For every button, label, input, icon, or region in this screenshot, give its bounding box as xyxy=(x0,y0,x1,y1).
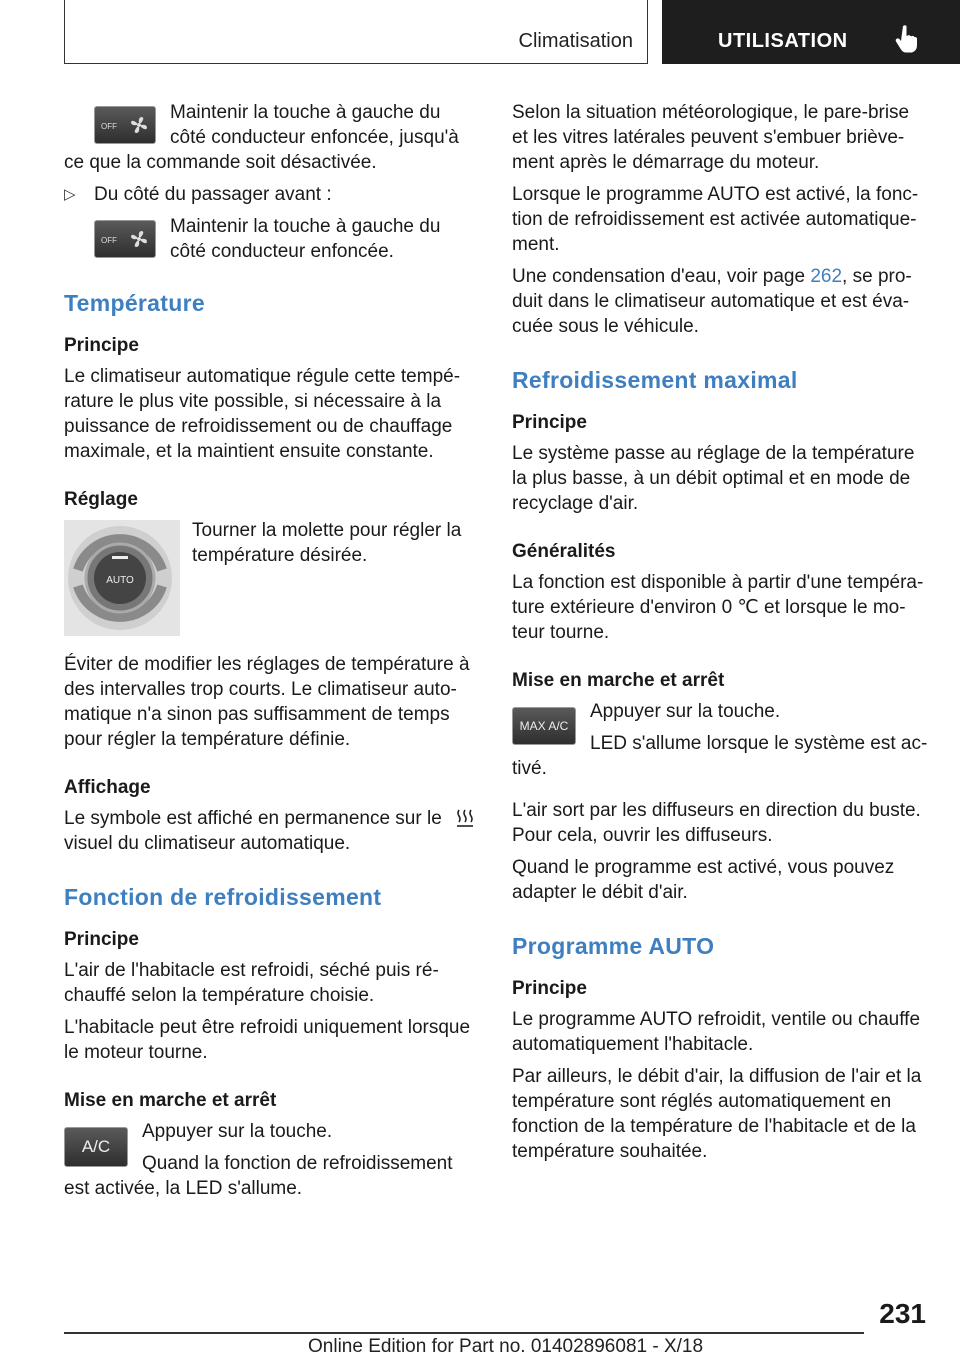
off-key-image-2 xyxy=(94,220,156,258)
heat-wave-icon xyxy=(456,808,474,835)
right-paragraph-1: Selon la situation météorologique, le pare-brise et les vitres latérales peuvent s'embuer briève‐ment après le démarrage du moteur. xyxy=(512,102,910,173)
bullet-triangle-icon: ▷ xyxy=(64,186,76,203)
off-key-label-2: OFF xyxy=(101,236,117,245)
hand-pointer-icon xyxy=(894,24,922,60)
heading-programme-auto: Programme AUTO xyxy=(512,933,715,959)
ac-key-label: A/C xyxy=(81,1137,111,1156)
eviter-text: Éviter de modifier les réglages de température à des intervalles trop courts. Le climatiseur auto‐matique n'a sinon pas suffisamment de temps pour régler la température définie. xyxy=(64,654,470,750)
header-chapter-tab xyxy=(662,0,960,64)
maxi-principe-text: Le système passe au réglage de la température la plus basse, à un débit optimal et en mode de recyclage d'air. xyxy=(512,443,915,514)
header-section-box xyxy=(64,0,648,64)
maxi-text-d: Quand le programme est activé, vous pouvez adapter le débit d'air. xyxy=(512,857,895,903)
fan-icon xyxy=(129,115,149,135)
off-key-label: OFF xyxy=(101,122,117,131)
refroid-text-4: Quand la fonction de refroidissement est activée, la LED s'allume. xyxy=(64,1153,453,1199)
knob-auto-label: AUTO xyxy=(106,575,134,586)
page-link-262[interactable]: 262 xyxy=(810,266,843,287)
auto-text-1: Le programme AUTO refroidit, ventile ou chauffe automatiquement l'habitacle. xyxy=(512,1009,921,1055)
temp-principe-text: Le climatiseur automatique régule cette tempé‐rature le plus vite possible, si nécessaire à la puissance de refroidissement ou de chauffage maximale, et la maintient ensuite constante. xyxy=(64,366,461,462)
auto-text-2: Par ailleurs, le débit d'air, la diffusion de l'air et la température sont réglés automatiquement en fonction de la température de l'habitacle et de la température souhaitée. xyxy=(512,1066,922,1162)
maxi-text-c: L'air sort par les diffuseurs en direction du buste. Pour cela, ouvrir les diffuseurs. xyxy=(512,800,921,846)
footer-edition: Online Edition for Part no. 01402896081 - X/18 xyxy=(308,1336,704,1357)
generalites-text: La fonction est disponible à partir d'une tempéra‐ture extérieure d'environ 0 ℃ et lorsque le mo‐teur tourne. xyxy=(512,572,924,643)
maxi-text-b: LED s'allume lorsque le système est ac‐tivé. xyxy=(512,733,928,779)
subheading-principe-3: Principe xyxy=(512,412,587,433)
heading-temperature: Température xyxy=(64,290,205,316)
subheading-generalites: Généralités xyxy=(512,541,616,562)
max-ac-key-label: MAX A/C xyxy=(519,719,569,733)
right-paragraph-3 xyxy=(512,264,928,339)
left-column xyxy=(64,100,480,1208)
affichage-text: Le symbole est affiché en permanence sur le visuel du climatiseur automatique. xyxy=(64,808,442,854)
heading-refroidissement: Fonction de refroidissement xyxy=(64,884,382,910)
ac-key-image xyxy=(64,1127,128,1167)
affichage-paragraph xyxy=(64,806,480,856)
refroid-text-2: L'habitacle peut être refroidi uniquement lorsque le moteur tourne. xyxy=(64,1017,471,1063)
subheading-principe-2: Principe xyxy=(64,929,139,950)
max-ac-key-image xyxy=(512,707,576,745)
passenger-bullet xyxy=(64,182,480,207)
left-paragraph-2: Maintenir la touche à gauche du côté conducteur enfoncée. xyxy=(170,216,441,262)
page-number: 231 xyxy=(879,1298,926,1329)
subheading-mise-en-marche-2: Mise en marche et arrêt xyxy=(512,670,725,691)
reglage-text: Tourner la molette pour régler la température désirée. xyxy=(192,520,462,566)
right-column xyxy=(512,100,928,1171)
subheading-reglage: Réglage xyxy=(64,489,138,510)
passenger-bullet-text: Du côté du passager avant : xyxy=(94,184,332,205)
refroid-text-1: L'air de l'habitacle est refroidi, séché puis ré‐chauffé selon la température choisie. xyxy=(64,960,439,1006)
subheading-principe: Principe xyxy=(64,335,139,356)
heading-refroidissement-maximal: Refroidissement maximal xyxy=(512,367,798,393)
footer-divider xyxy=(64,1332,864,1334)
refroid-text-3: Appuyer sur la touche. xyxy=(142,1121,333,1142)
right-paragraph-2: Lorsque le programme AUTO est activé, la fonc‐tion de refroidissement est activée automatique‐ment. xyxy=(512,184,919,255)
subheading-affichage: Affichage xyxy=(64,777,151,798)
condensation-text-pre: Une condensation d'eau, voir page xyxy=(512,266,811,287)
subheading-principe-4: Principe xyxy=(512,978,587,999)
maxi-text-a: Appuyer sur la touche. xyxy=(590,701,781,722)
fan-icon xyxy=(129,229,149,249)
header-chapter-title: UTILISATION xyxy=(718,30,848,52)
subheading-mise-en-marche: Mise en marche et arrêt xyxy=(64,1090,277,1111)
left-paragraph-1: Maintenir la touche à gauche du côté conducteur enfoncée, jusqu'à ce que la commande soit désactivée. xyxy=(64,102,459,173)
header-section-title: Climatisation xyxy=(518,30,633,52)
temperature-knob-image xyxy=(64,520,180,636)
off-key-image xyxy=(94,106,156,144)
condensation-text-post: , se pro‐duit dans le climatiseur automatique et est éva‐cuée sous le véhicule. xyxy=(512,266,912,337)
